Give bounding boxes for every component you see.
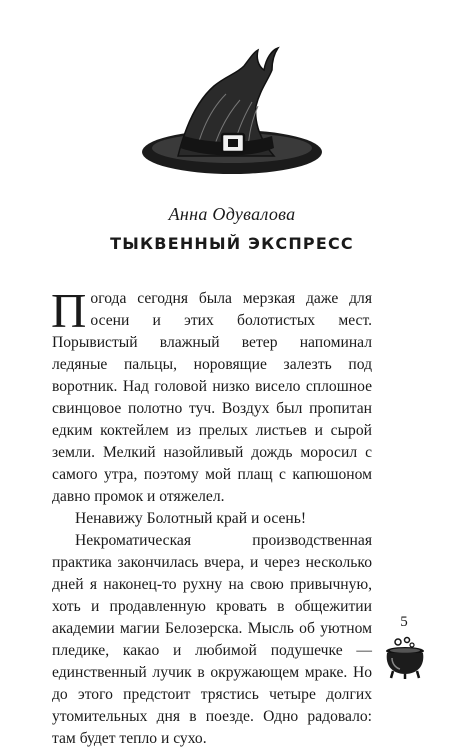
paragraph: Ненавижу Болотный край и осень! xyxy=(75,510,307,527)
cauldron-icon xyxy=(382,636,428,680)
author-name: Анна Одувалова xyxy=(168,204,296,224)
paragraph-text: огода сегодня была мерзкая даже для осени и этих болотистых мест. Порывистый влажный ветер напоминал ледяные пальцы, норовящие залезть под воротник. Над головой низко висело сплошное свинцовое полотно туч. Воздух был пропитан едким коктейлем из прелых листьев и сырой земли. Мелкий назойливый дождь моросил с самого утра, поэтому мой плащ с капюшоном давно промок и отяжелел. xyxy=(52,290,372,505)
chapter-title: ТЫКВЕННЫЙ ЭКСПРЕСС xyxy=(110,234,354,253)
drop-cap: П xyxy=(51,283,87,338)
paragraph: Некроматическая производственная практика закончилась вчера, и через несколько дней я наконец-то рухну на свою привычную, хоть и продавленную кровать в общежитии академии магии Белозерска. Мысль об уютном пледике, какао и любимой подушечке — единственный лучик в окружающем мраке. Но до этого предстоит трястись четыре долгих утомительных дня в поезде. Одно радовало: там будет тепло и сухо. xyxy=(52,532,372,747)
body-text xyxy=(51,283,372,750)
witch-hat-icon xyxy=(140,44,324,184)
page-number: 5 xyxy=(400,614,408,630)
paragraph xyxy=(51,283,372,508)
